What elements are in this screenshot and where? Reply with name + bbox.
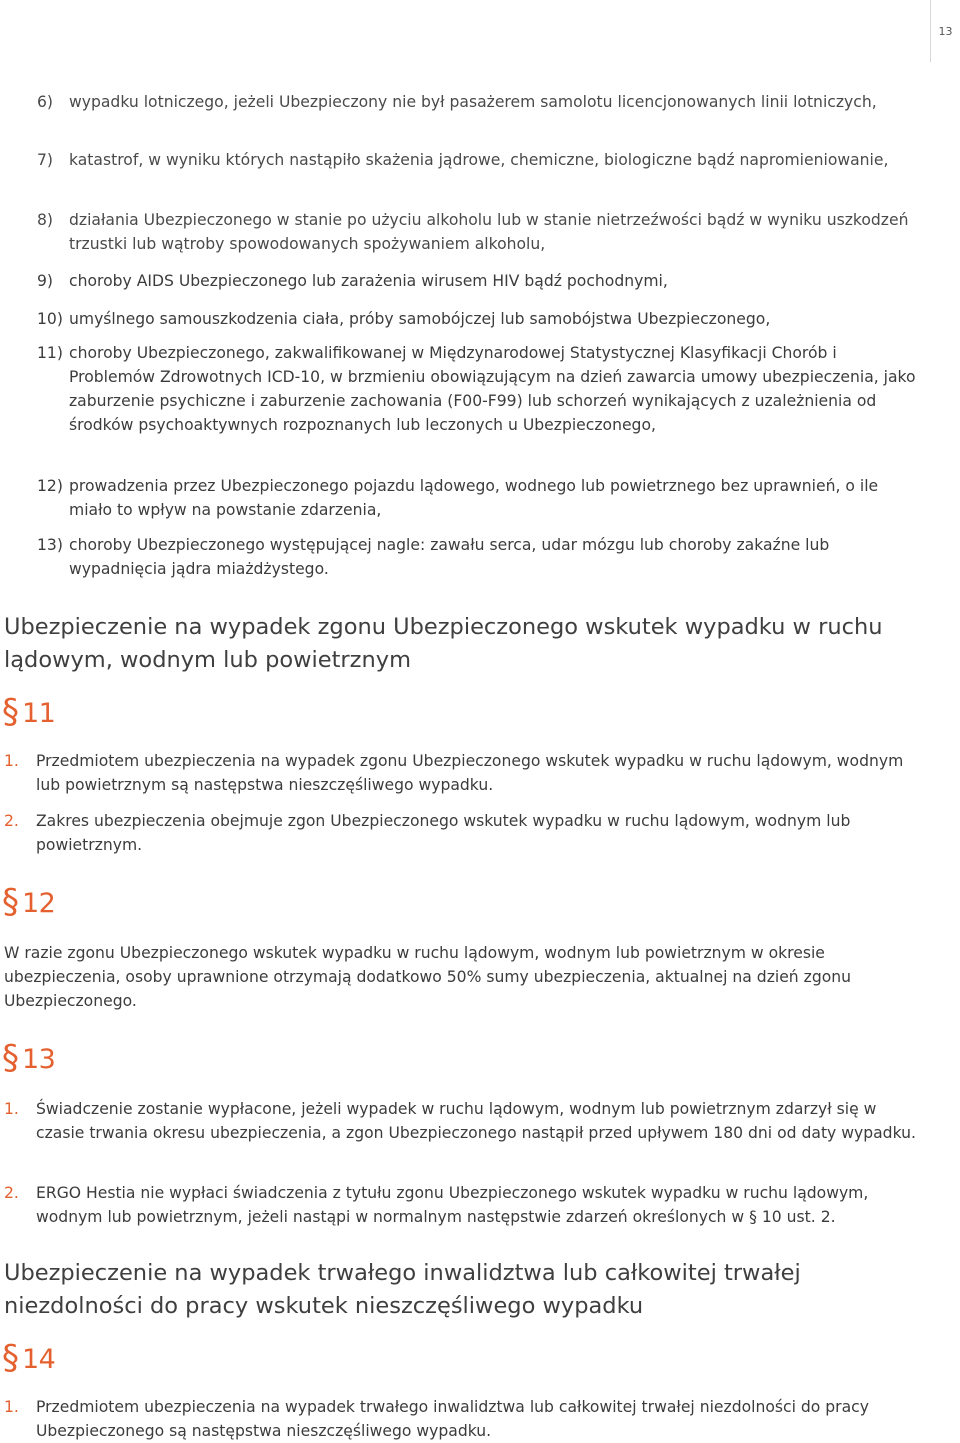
numbered-paragraph xyxy=(4,1181,924,1229)
paragraph-number: 2. xyxy=(4,812,19,830)
list-item-number: 8) xyxy=(37,211,54,229)
list-item xyxy=(37,533,917,581)
list-item xyxy=(37,269,917,293)
paragraph-number: 1. xyxy=(4,752,19,770)
list-item xyxy=(37,307,917,331)
section-number: 11 xyxy=(22,698,56,729)
page-number: 13 xyxy=(938,25,953,38)
paragraph-text: Przedmiotem ubezpieczenia na wypadek zgonu Ubezpieczonego wskutek wypadku w ruchu lądowym, wodnym lub powietrznym są następstwa nieszczęśliwego wypadku. xyxy=(36,752,904,794)
paragraph-text: W razie zgonu Ubezpieczonego wskutek wypadku w ruchu lądowym, wodnym lub powietrznym w okresie ubezpieczenia, osoby uprawnione otrzymają dodatkowo 50% sumy ubezpieczenia, aktualnej na dzień zgonu Ubezpieczonego. xyxy=(4,944,852,1010)
section-heading: Ubezpieczenie na wypadek trwałego inwalidztwa lub całkowitej trwałej niezdolności do pracy wskutek nieszczęśliwego wypadku xyxy=(4,1260,801,1319)
list-item xyxy=(37,341,917,437)
numbered-paragraph xyxy=(4,809,924,857)
list-item-text: katastrof, w wyniku których nastąpiło skażenia jądrowe, chemiczne, biologiczne bądź napromieniowanie, xyxy=(69,151,889,169)
list-item-text: wypadku lotniczego, jeżeli Ubezpieczony nie był pasażerem samolotu licencjonowanych linii lotniczych, xyxy=(69,93,877,111)
list-item-number: 7) xyxy=(37,151,54,169)
section-symbol: § xyxy=(2,882,19,922)
paragraph-text: ERGO Hestia nie wypłaci świadczenia z tytułu zgonu Ubezpieczonego wskutek wypadku w ruchu lądowym, wodnym lub powietrznym, jeżeli nastąpi w normalnym następstwie zdarzeń określonych w § 10 ust. 2. xyxy=(36,1184,869,1226)
page-number-box xyxy=(930,0,960,62)
paragraph-number: 1. xyxy=(4,1100,19,1118)
list-item-number: 6) xyxy=(37,93,54,111)
numbered-paragraph xyxy=(4,1395,924,1443)
list-item xyxy=(37,208,917,256)
list-item-text: choroby Ubezpieczonego występującej nagle: zawału serca, udar mózgu lub choroby zakaźne lub wypadnięcia jądra miażdżystego. xyxy=(69,536,830,578)
list-item-text: działania Ubezpieczonego w stanie po użyciu alkoholu lub w stanie nietrzeźwości bądź w wyniku uszkodzeń trzustki lub wątroby spowodowanych spożywaniem alkoholu, xyxy=(69,211,909,253)
paragraph-text: Świadczenie zostanie wypłacone, jeżeli wypadek w ruchu lądowym, wodnym lub powietrznym zdarzył się w czasie trwania okresu ubezpieczenia, a zgon Ubezpieczonego nastąpił przed upływem 180 dni od daty wypadku. xyxy=(36,1100,916,1142)
list-item-number: 11) xyxy=(37,344,63,362)
section-symbol: § xyxy=(2,692,19,732)
section-marker xyxy=(2,1338,55,1378)
section-heading: Ubezpieczenie na wypadek zgonu Ubezpieczonego wskutek wypadku w ruchu lądowym, wodnym lub powietrznym xyxy=(4,614,883,673)
section-number: 12 xyxy=(22,888,56,919)
section-symbol: § xyxy=(2,1338,19,1378)
section-number: 13 xyxy=(22,1044,56,1075)
numbered-paragraph xyxy=(4,749,924,797)
paragraph-text: Przedmiotem ubezpieczenia na wypadek trwałego inwalidztwa lub całkowitej trwałej niezdolności do pracy Ubezpieczonego są następstwa nieszczęśliwego wypadku. xyxy=(36,1398,869,1440)
list-item-number: 13) xyxy=(37,536,63,554)
list-item-number: 10) xyxy=(37,310,63,328)
list-item xyxy=(37,148,917,172)
paragraph xyxy=(4,941,924,1013)
section-symbol: § xyxy=(2,1038,19,1078)
numbered-paragraph xyxy=(4,1097,924,1145)
list-item xyxy=(37,474,917,522)
list-item-text: choroby AIDS Ubezpieczonego lub zarażenia wirusem HIV bądź pochodnymi, xyxy=(69,272,668,290)
list-item-text: umyślnego samouszkodzenia ciała, próby samobójczej lub samobójstwa Ubezpieczonego, xyxy=(69,310,771,328)
section-marker xyxy=(2,1038,55,1078)
section-marker xyxy=(2,882,55,922)
list-item-text: choroby Ubezpieczonego, zakwalifikowanej w Międzynarodowej Statystycznej Klasyfikacji Chorób i Problemów Zdrowotnych ICD-10, w brzmieniu obowiązującym na dzień zawarcia umowy ubezpieczenia, jako zaburzenie psychiczne i zaburzenie zachowania (F00-F99) lub schorzeń wynikających z uzależnienia od środków psychoaktywnych rozpoznanych lub leczonych u Ubezpieczonego, xyxy=(69,344,916,434)
section-number: 14 xyxy=(22,1344,56,1375)
list-item-number: 12) xyxy=(37,477,63,495)
list-item xyxy=(37,90,917,114)
section-marker xyxy=(2,692,55,732)
paragraph-text: Zakres ubezpieczenia obejmuje zgon Ubezpieczonego wskutek wypadku w ruchu lądowym, wodnym lub powietrznym. xyxy=(36,812,851,854)
paragraph-number: 1. xyxy=(4,1398,19,1416)
list-item-number: 9) xyxy=(37,272,54,290)
list-item-text: prowadzenia przez Ubezpieczonego pojazdu lądowego, wodnego lub powietrznego bez uprawnień, o ile miało to wpływ na powstanie zdarzenia, xyxy=(69,477,879,519)
paragraph-number: 2. xyxy=(4,1184,19,1202)
